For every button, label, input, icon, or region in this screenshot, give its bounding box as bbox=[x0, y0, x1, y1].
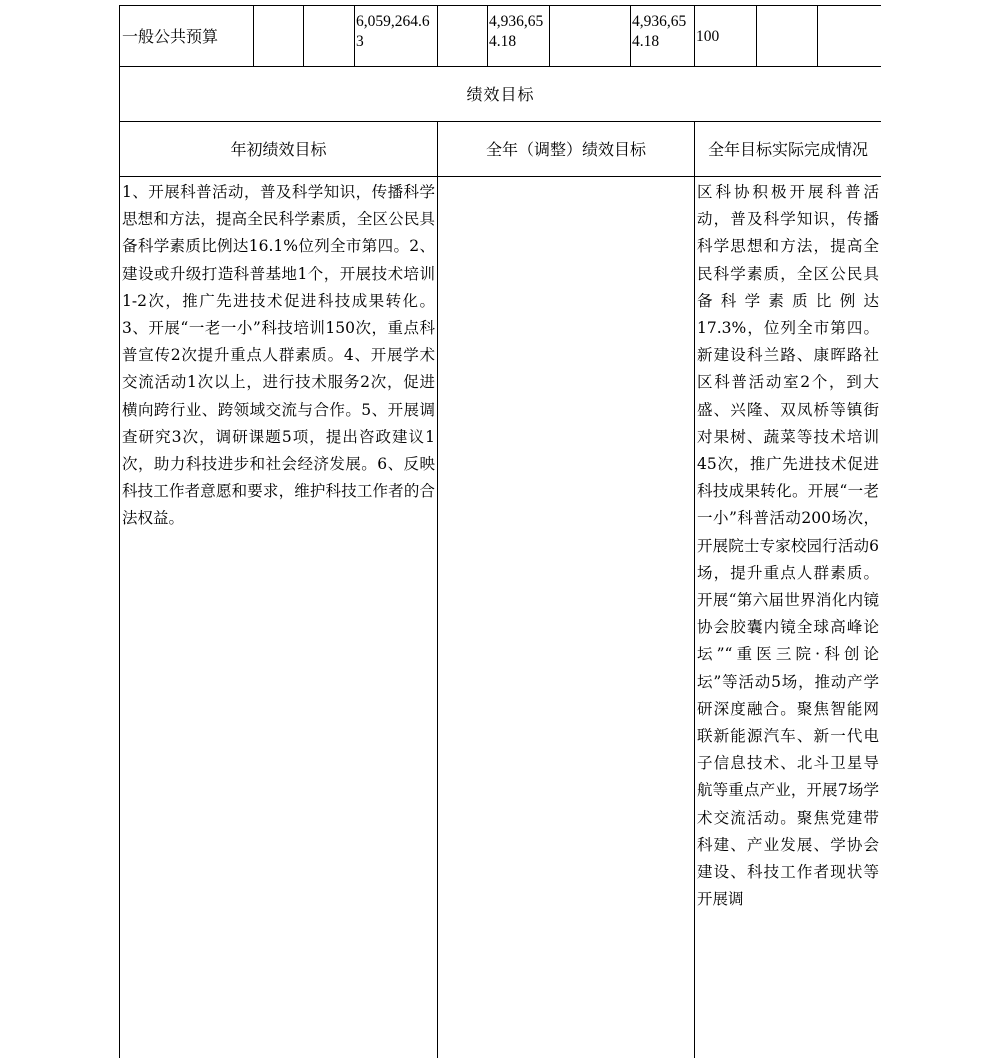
actual-completion-text: 区科协积极开展科普活动，普及科学知识，传播科学思想和方法，提高全民科学素质，全区公民具备科学素质比例达17.3%，位列全市第四。新建设科兰路、康晖路社区科普活动室2个，到大盛、兴隆、双凤桥等镇街对果树、蔬菜等技术培训45次，推广先进技术促进科技成果转化。开展“一老一小”科普活动200场次，开展院士专家校园行活动6场，提升重点人群素质。开展“第六届世界消化内镜协会胶囊内镜全球高峰论坛”“重医三院·科创论坛”等活动5场，推动产学研深度融合。聚焦智能网联新能源汽车、新一代电子信息技术、北斗卫星导航等重点产业，开展7场学术交流活动。聚焦党建带科建、产业发展、学协会建设、科技工作者现状等开展调 bbox=[695, 177, 882, 1058]
empty-cell bbox=[818, 6, 882, 67]
empty-cell bbox=[550, 6, 631, 67]
budget-type-label: 一般公共预算 bbox=[120, 6, 254, 67]
performance-table bbox=[119, 5, 881, 1058]
empty-cell bbox=[304, 6, 355, 67]
budget-row bbox=[120, 6, 882, 67]
annual-budget-value: 6,059,264.63 bbox=[355, 6, 438, 67]
adjusted-budget-value: 4,936,654.18 bbox=[488, 6, 550, 67]
initial-goals-text: 1、开展科普活动，普及科学知识，传播科学思想和方法，提高全民科学素质，全区公民具备科学素质比例达16.1%位列全市第四。2、建设或升级打造科普基地1个，开展技术培训1-2次，推广先进技术促进科技成果转化。3、开展“一老一小”科技培训150次，重点科普宣传2次提升重点人群素质。4、开展学术交流活动1次以上，进行技术服务2次，促进横向跨行业、跨领域交流与合作。5、开展调查研究3次，调研课题5项，提出咨政建议1次，助力科技进步和社会经济发展。6、反映科技工作者意愿和要求，维护科技工作者的合法权益。 bbox=[120, 177, 438, 1058]
performance-table-frame bbox=[119, 5, 881, 1058]
executed-value: 4,936,654.18 bbox=[631, 6, 695, 67]
header-actual-completion: 全年目标实际完成情况 bbox=[695, 122, 882, 177]
execution-rate-value: 100 bbox=[695, 6, 757, 67]
section-title-row bbox=[120, 67, 882, 122]
header-initial-goals: 年初绩效目标 bbox=[120, 122, 438, 177]
empty-cell bbox=[438, 6, 488, 67]
adjusted-goals-text bbox=[438, 177, 695, 1058]
header-adjusted-goals: 全年（调整）绩效目标 bbox=[438, 122, 695, 177]
goals-content-row bbox=[120, 177, 882, 1058]
header-row bbox=[120, 122, 882, 177]
section-title: 绩效目标 bbox=[120, 67, 882, 122]
empty-cell bbox=[254, 6, 304, 67]
empty-cell bbox=[757, 6, 818, 67]
